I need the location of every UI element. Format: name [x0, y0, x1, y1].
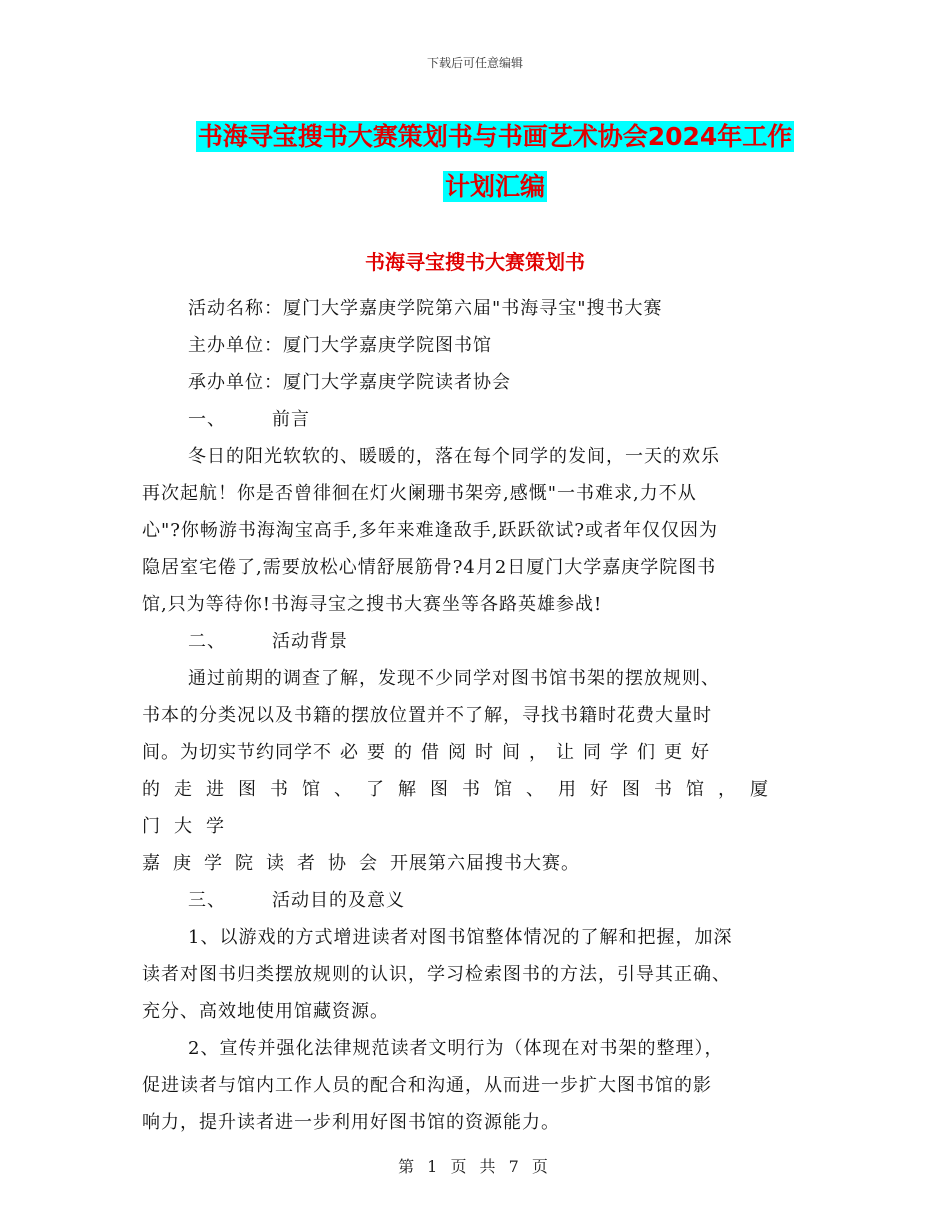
title-line-1: 书海寻宝搜书大赛策划书与书画艺术协会2024年工作 — [197, 122, 793, 151]
section-heading-text: 活动目的及意义 — [272, 890, 405, 911]
section-number: 二、 — [188, 631, 226, 652]
paragraph-line: 冬日的阳光软软的、暖暖的，落在每个同学的发间，一天的欢乐 — [188, 446, 720, 467]
paragraph-line: 通过前期的调查了解，发现不少同学对图书馆书架的摆放规则、 — [188, 668, 720, 689]
section-heading-2 — [142, 623, 806, 660]
activity-name: 活动名称：厦门大学嘉庚学院第六届"书海寻宝"搜书大赛 — [188, 298, 663, 319]
line-segment-spaced: 嘉庚学院读者协会 — [142, 853, 390, 874]
organizer-unit: 承办单位：厦门大学嘉庚学院读者协会 — [188, 372, 511, 393]
section-number: 一、 — [188, 409, 226, 430]
line-segment: 开展第六届搜书大赛。 — [390, 853, 580, 874]
paragraph-line: 书本的分类况以及书籍的摆放位置并不了解，寻找书籍时花费大量时 — [142, 705, 712, 726]
paragraph-line: 促进读者与馆内工作人员的配合和沟通，从而进一步扩大图书馆的影 — [142, 1075, 712, 1096]
section-heading-text: 活动背景 — [272, 631, 348, 652]
paragraph-line: 2、宣传并强化法律规范读者文明行为（体现在对书架的整理）， — [188, 1038, 724, 1059]
header-note: 下载后可任意编辑 — [426, 56, 523, 70]
paragraph-line: 1、以游戏的方式增进读者对图书馆整体情况的了解和把握，加深 — [188, 927, 733, 948]
section-heading-3 — [142, 882, 806, 919]
paragraph-line: 心"?你畅游书海淘宝高手,多年来难逢敌手,跃跃欲试?或者年仅仅因为 — [142, 520, 719, 541]
paragraph-line: 充分、高效地使用馆藏资源。 — [142, 1001, 389, 1022]
section-number: 三、 — [188, 890, 226, 911]
title-line-2: 计划汇编 — [444, 172, 545, 201]
line-segment-spaced: 不必要的借阅时间，让同学们更好 — [313, 742, 718, 763]
paragraph-line: 响力，提升读者进一步利用好图书馆的资源能力。 — [142, 1112, 560, 1133]
paragraph-line: 馆,只为等待你!书海寻宝之搜书大赛坐等各路英雄参战! — [142, 594, 603, 615]
paragraph-line: 隐居室宅倦了,需要放松心情舒展筋骨?4月2日厦门大学嘉庚学院图书 — [142, 557, 717, 578]
section-heading-text: 前言 — [272, 409, 310, 430]
paragraph-line: 的走进图书馆、了解图书馆、用好图书馆，厦门大学 — [142, 779, 782, 837]
page-footer: 第 1 页 共 7 页 — [398, 1157, 552, 1176]
host-unit: 主办单位：厦门大学嘉庚学院图书馆 — [188, 335, 492, 356]
paragraph-line — [142, 845, 806, 882]
line-segment: 间。为切实节约同学 — [142, 742, 313, 763]
document-body — [142, 290, 806, 1141]
section-title: 书海寻宝搜书大赛策划书 — [365, 250, 585, 274]
document-title — [145, 112, 845, 212]
paragraph-line: 再次起航！你是否曾徘徊在灯火阑珊书架旁,感慨"一书难求,力不从 — [142, 483, 697, 504]
paragraph-line — [142, 734, 806, 771]
paragraph-line: 读者对图书归类摆放规则的认识，学习检索图书的方法，引导其正确、 — [142, 964, 731, 985]
section-heading-1 — [142, 401, 806, 438]
